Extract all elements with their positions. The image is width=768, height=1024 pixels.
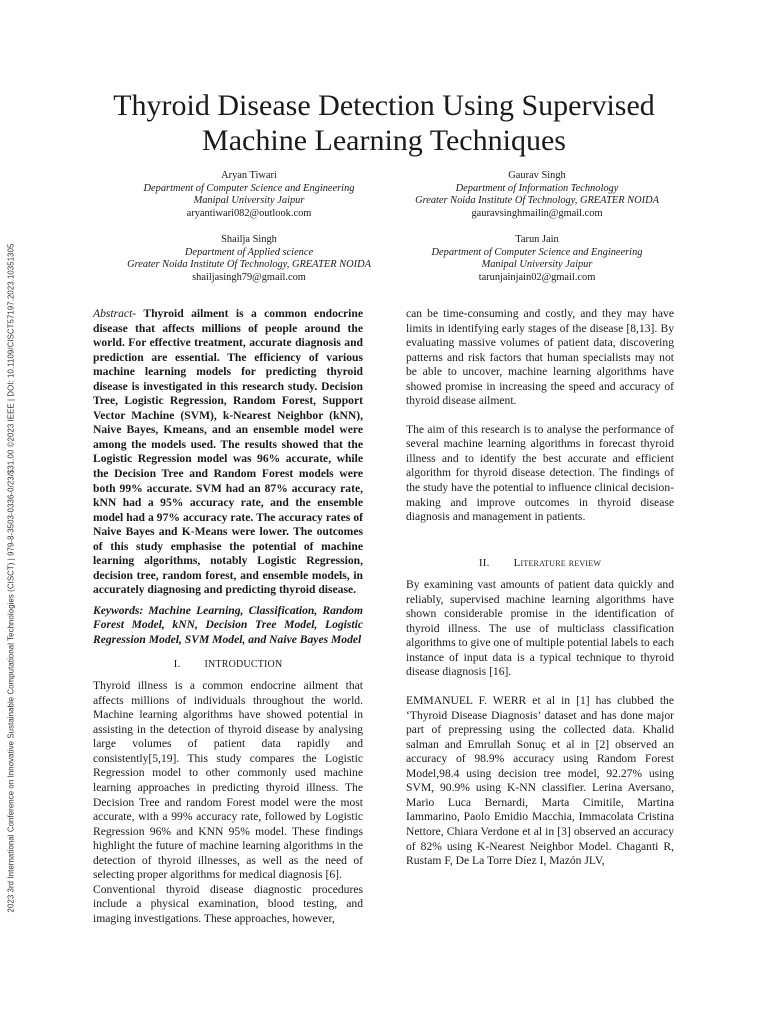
- intro-paragraph-3: can be time-consuming and costly, and they may have limits in identifying early stages of the disease [8,13]. By evaluating massive volumes of patient data, discovering patterns and risk factors that human specialists may not be able to uncover, machine learning algorithms have showed promise in increasing the speed and accuracy of thyroid disease ailment.: [406, 307, 674, 408]
- section-title: INTRODUCTION: [204, 658, 283, 670]
- section-heading-literature-review: [406, 556, 674, 572]
- author-email: tarunjainjain02@gmail.com: [478, 271, 596, 283]
- title-line-1: Thyroid Disease Detection Using Supervised: [113, 89, 655, 122]
- abstract-body: Thyroid ailment is a common endocrine disease that affects millions of people around the world. For effective treatment, accurate diagnosis and prediction are essential. The efficiency of various machine learning models for predicting thyroid disease is investigated in this research study. Decision Tree, Logistic Regression, Random Forest, Support Vector Machine (SVM), k-Nearest Neighbor (kNN), Naive Bayes, Kmeans, and an ensemble model were among the models used. The results showed that the Logistic Regression model was 96% accurate, while the Decision Tree and Random Forest models were both 99% accurate. SVM had an 87% accuracy rate, kNN had a 95% accuracy rate, and the ensemble model had a 97% accuracy rate. The accuracy rates of Naive Bayes and K-Means were lower. The outcomes of this study emphasise the potential of machine learning algorithms, notably Logistic Regression, decision tree, random forest, and ensemble models, in accurately diagnosing and predicting thyroid disease.: [93, 307, 363, 597]
- author-department: Department of Applied science: [184, 246, 314, 258]
- author-department: Department of Computer Science and Engineering: [143, 182, 355, 194]
- section-number: I.: [173, 657, 181, 670]
- intro-paragraph-2: Conventional thyroid disease diagnostic procedures include a physical examination, blood testing, and imaging investigations. These approaches, however,: [93, 882, 363, 925]
- author-email: gauravsinghmailin@gmail.com: [471, 207, 603, 219]
- publication-sidebar: [1, 212, 21, 944]
- section-title: Literature review: [513, 556, 602, 569]
- abstract-lead: Abstract-: [93, 307, 137, 320]
- left-column: [93, 307, 363, 926]
- author-email: shailjasingh79@gmail.com: [192, 271, 306, 283]
- section-gap: [406, 525, 674, 547]
- conference-doi-note: 2023 3rd International Conference on Innovative Sustainable Computational Technologies (CISCT) | 979-8-3503-0336-0/23/$31.00 ©2023 IEEE | DOI: 10.1109/CISCT57197.2023.10351305: [6, 243, 16, 913]
- paragraph-gap: [406, 409, 674, 423]
- author-block-2: [387, 170, 687, 220]
- keywords: Keywords: Machine Learning, Classification, Random Forest Model, kNN, Decision Tree Model, Logistic Regression Model, SVM Model, and Naive Bayes Model: [93, 603, 363, 647]
- author-name: Tarun Jain: [515, 234, 559, 245]
- literature-paragraph-1: By examining vast amounts of patient data quickly and reliably, supervised machine learning algorithms have shown considerable promise in the identification of thyroid illness. The use of multiclass classification algorithms to give one of multiple potential labels to each instance of input data is a typical technique to thyroid disease diagnosis [16].: [406, 578, 674, 679]
- author-name: Shailja Singh: [221, 234, 277, 245]
- paragraph-gap: [406, 680, 674, 694]
- author-department: Department of Computer Science and Engineering: [431, 246, 643, 258]
- author-block-3: [91, 234, 407, 284]
- intro-paragraph-4: The aim of this research is to analyse the performance of several machine learning algorithms in forecast thyroid illness and to identify the best accurate and efficient algorithm for thyroid disease detection. The findings of the study have the potential to influence clinical decision-making and improve outcomes in thyroid disease diagnosis and management in patients.: [406, 422, 674, 524]
- author-institution: Manipal University Jaipur: [481, 259, 593, 270]
- section-number: II.: [478, 556, 490, 569]
- intro-paragraph-1: Thyroid illness is a common endocrine ailment that affects millions of individuals throughout the world. Machine learning algorithms have showed potential in assisting in the detection of thyroid disease by analysing large volumes of patient data rapidly and consistently[5,19]. This study compares the Logistic Regression model to other commonly used machine learning approaches in predicting thyroid illness. The Decision Tree and random Forest model were the most accurate, with a 99% accuracy rate, followed by Logistic Regression 96% and KNN 95% model. These findings highlight the future of machine learning algorithms in the detection of thyroid illnesses, as well as the need of selecting proper algorithms for medical diagnosis [6].: [93, 679, 363, 882]
- author-department: Department of Information Technology: [455, 182, 619, 194]
- section-heading-introduction: [93, 657, 363, 673]
- author-block-4: [387, 234, 687, 284]
- author-institution: Greater Noida Institute Of Technology, GREATER NOIDA: [415, 195, 659, 206]
- literature-paragraph-2: EMMANUEL F. WERR et al in [1] has clubbed the ‘Thyroid Disease Diagnosis’ dataset and has done major part of prepressing using the collected data. Khalid salman and Emrullah Sonuç et al in [2] observed an accuracy of 98.9% accuracy using Random Forest Model,98.4 using decision tree model, 92.27% using SVM, 90.9% using K-NN classifier. Lerina Aversano, Mario Luca Bernardi, Marta Cimitile, Martina Iammarino, Paolo Emidio Macchia, Immacolata Cristina Nettore, Chiara Verdone et al in [3] observed an accuracy of 82% using K-Nearest Neighbor Model. Chaganti R, Rustam F, De La Torre Díez I, Mazón JLV,: [406, 694, 674, 868]
- abstract: [93, 307, 363, 598]
- author-email: aryantiwari082@outlook.com: [186, 207, 312, 219]
- right-column: [406, 307, 674, 869]
- paper-title: [60, 88, 708, 158]
- author-name: Aryan Tiwari: [221, 170, 277, 181]
- author-institution: Manipal University Jaipur: [193, 195, 305, 206]
- title-line-2: Machine Learning Techniques: [202, 124, 566, 157]
- author-block-1: [99, 170, 399, 220]
- author-name: Gaurav Singh: [508, 170, 566, 181]
- author-institution: Greater Noida Institute Of Technology, GREATER NOIDA: [127, 259, 371, 270]
